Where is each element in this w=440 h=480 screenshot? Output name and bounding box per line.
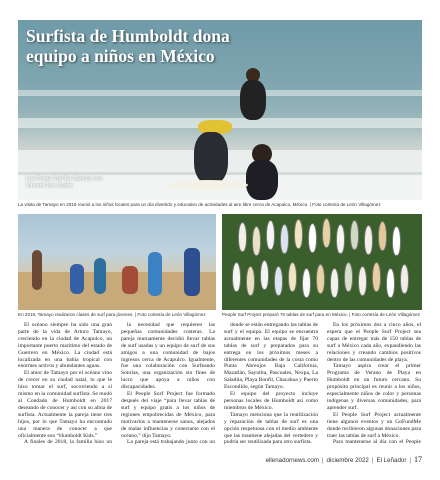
wave-decoration — [18, 90, 422, 96]
surfboard — [238, 222, 247, 252]
surfboard — [274, 266, 283, 296]
surfboard — [308, 223, 317, 253]
surfboard — [386, 268, 395, 298]
boards-caption: People Surf Project preparó 70 tablas de surf para en México. | Foto cortesía de León Villagómez — [222, 312, 420, 317]
person-figure — [94, 258, 106, 294]
hero-caption: La visita de Tamayo en 2018 reunió a los niños locales para un día divertido y educativo de actividades al aire libre cerca de Acapulco, México. | Foto cortesía de León Villagómez — [18, 202, 381, 207]
surfboard — [378, 221, 387, 251]
surfboard-shape — [168, 180, 248, 190]
surfboard — [266, 220, 275, 250]
surfboard — [288, 262, 297, 292]
group-photo — [18, 214, 216, 310]
headline: Surfista de Humboldt dona equipo a niños en México — [26, 26, 230, 66]
paragraph: La pareja está trabajando junto con un — [127, 439, 215, 444]
paragraph: En los próximos dos a cinco años, el espera que el People Surf Project sea capaz de entregar más de 150 tablas de surf a México cada año, expandiendo las relaciones y creando cambios positivos dentro de las comunidades de playa. — [327, 322, 421, 363]
photo-credit: Los Pivots Surf En Cancún con Vincent Toro Surfer — [26, 176, 103, 189]
article-column-4 — [327, 322, 421, 444]
surfboard — [316, 264, 325, 294]
surfboard — [322, 218, 331, 248]
paragraph: El océano siempre ha sido una gran parte de la vida de Arturo Tamayo, creciendo en la ciudad de Acapulco, un importante puerto marítimo del estado de Guerrero en México. La ciudad está localizada en una bahía tropical con enormes activos y abundantes aguas. — [18, 322, 112, 370]
paragraph: la necesidad que requieren las pequeñas comunidades costeras. La pareja mutuamente decidió llevar tablas de surf usadas y un equipo de surf de sus amigos a una comunidad de bajos ingresos cerca de Acapulco. Igualmente, fue una colaboración con Surfeando Sonrías, una organización sin fines de lucro que apoya a niños con discapacidades. — [121, 322, 215, 391]
surfboard — [344, 262, 353, 292]
footer-site: ellenadornews.com — [265, 457, 319, 464]
paragraph: Tamayo aspira crear el primer Programa de Verano de Playa en Humboldt en un futuro cercano. Su propósito principal es reunir a los niños, especialmente niños de color y personas indígenas y diversas comunidades, para aprender surf. — [327, 363, 421, 411]
surfboard — [260, 260, 269, 290]
hero-photo — [18, 20, 422, 200]
page-number: 17 — [414, 455, 422, 464]
article-column-3 — [224, 322, 318, 444]
article-column-2 — [121, 322, 215, 444]
surfer-figure — [246, 160, 278, 200]
page-footer: ellenadornews.com | diciembre 2022 | El Leñador | 17 — [265, 455, 422, 464]
surfboard — [336, 224, 345, 254]
surfer-figure — [240, 80, 266, 120]
paragraph: El People Surf Project actualmente tiene algunos eventos y un GoFundMe donde recibieron algunas donaciones para traer las tablas de surf a México. — [327, 411, 421, 439]
group-caption: En 2018, Tamayo realizaron clases de surf para jóvenes. | Foto cortesía de León Villagómez — [18, 312, 206, 317]
paragraph: El People Surf Project fue formado después del viaje “para llevar tablas de surf y equipo gratis a los niños de regiones empobrecidas de México, para motivarlos a mantenerse sanos, alejados de malas influencias y conectarse con el océano,” dijo Tamayo. — [121, 391, 215, 439]
paragraph: El equipo del proyecto incluye personas locales de Humboldt así como miembros de México. — [224, 391, 318, 411]
person-figure — [122, 266, 138, 294]
surfboard — [392, 226, 401, 256]
surfboard — [302, 268, 311, 298]
surfboards-photo — [222, 214, 422, 310]
surfboard — [350, 220, 359, 250]
paragraph: A finales de 2018, la familia hizo un — [24, 439, 112, 444]
footer-paper: El Leñador — [376, 457, 407, 464]
surfboard — [364, 225, 373, 255]
surfboard — [294, 219, 303, 249]
surfboard — [280, 224, 289, 254]
paragraph: Para mantenerse al día con el People — [333, 439, 421, 444]
person-figure — [148, 252, 162, 296]
surfboard — [252, 226, 261, 256]
surfboard — [358, 266, 367, 296]
surfboard — [232, 262, 241, 292]
person-figure — [184, 248, 200, 296]
person-figure — [32, 250, 42, 290]
paragraph: donde se están entregando las tablas de surf y el equipo. El equipo se encuentra actualmente en las etapas de fijar 70 tablas de surf y preparados para su entrega en los próximos meses a diferentes comunidades de la costa como Punta Abreojos Baja California, Mazatlán, Sayulita, Pascuales, Nexpa, La Saladita, Playa Bonfil, Chacahua y Puerto Escondido, según Tamayo. — [224, 322, 318, 391]
surfboard — [400, 264, 409, 294]
surfboard — [246, 266, 255, 296]
paragraph: El amor de Tamayo por el océano vino de crecer en su ciudad natal, lo que le hizo tomar el surf, socorriendo a sí mismo en la comunidad surfista. Se mudó al Condado de Humboldt en 2017 deseando de conocer y así con su alma de surfista. Actualmente la pareja tiene tres hijos, por lo que Tamayo ha encontrado una manera de conocer a que oficialmente son “Humboldt Kids.” — [18, 370, 112, 439]
paragraph: Tamayo menciona que la reutilización y reparación de tablas de surf es una opción respetuosa con el medio ambiente que las mantiene alejadas del vertedero y podría ser reutilizada para otro surfista. — [224, 411, 318, 444]
article-column-1 — [18, 322, 112, 444]
footer-date: diciembre 2022 — [326, 457, 369, 464]
surfboard — [330, 268, 339, 298]
surfboard — [372, 262, 381, 292]
person-figure — [70, 264, 84, 294]
surfer-figure — [194, 132, 228, 184]
